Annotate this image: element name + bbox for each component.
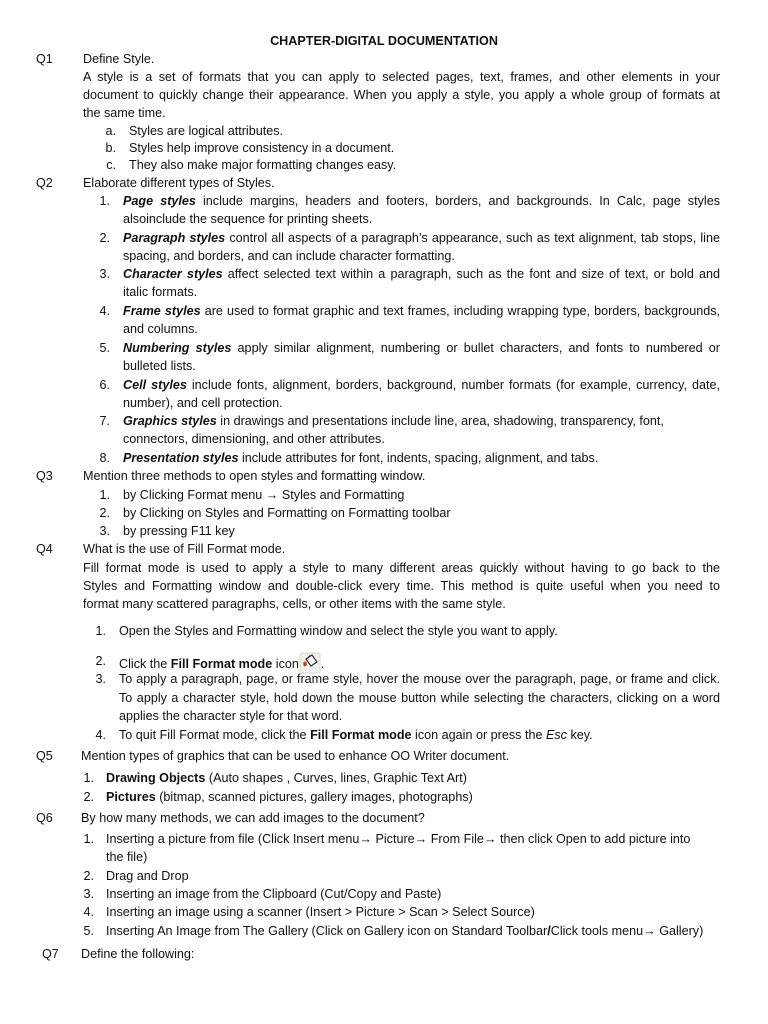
style-description: apply similar alignment, numbering or bullet characters, and fonts to numbered or — [231, 341, 720, 355]
q4-step-line: To apply a paragraph, page, or frame style, hover the mouse over the paragraph, page, or frame and click. — [119, 672, 720, 686]
q2-item-number: 5. — [99, 341, 110, 355]
q1-point-marker: c. — [106, 158, 116, 172]
graphic-type-term: Drawing Objects — [106, 771, 206, 785]
q1-question: Define Style. — [83, 52, 155, 66]
item-text: Click tools menu→ Gallery) — [550, 924, 704, 938]
step-text: icon — [272, 657, 299, 671]
q6-item-number: 1. — [83, 832, 94, 846]
q2-item-number: 6. — [99, 378, 110, 392]
q6-item: Inserting an image from the Clipboard (Cut/Copy and Paste) — [106, 887, 442, 901]
graphic-type-description: (Auto shapes , Curves, lines, Graphic Text Art) — [205, 771, 467, 785]
q4-question: What is the use of Fill Format mode. — [83, 542, 286, 556]
esc-key-term: Esc — [545, 728, 567, 742]
q4-label: Q4 — [36, 542, 53, 556]
graphic-type-term: Pictures — [106, 790, 156, 804]
q3-item: by pressing F11 key — [123, 524, 235, 538]
q2-item — [123, 192, 720, 210]
q7-question: Define the following: — [81, 947, 195, 961]
q5-question: Mention types of graphics that can be used to enhance OO Writer document. — [81, 749, 510, 763]
q7-label: Q7 — [42, 947, 59, 961]
style-description: include margins, headers and footers, borders, and backgrounds. In Calc, page styles — [195, 194, 720, 208]
q5-item-number: 1. — [83, 771, 94, 785]
fill-format-mode-term: Fill Format mode — [170, 657, 273, 671]
q1-answer-line: the same time. — [83, 106, 166, 120]
step-text: To quit Fill Format mode, click the — [119, 728, 311, 742]
q6-label: Q6 — [36, 811, 53, 825]
q1-point: Styles help improve consistency in a document. — [129, 141, 395, 155]
q2-item-continued: bulleted lists. — [123, 359, 196, 373]
q5-item — [106, 769, 467, 787]
q3-label: Q3 — [36, 469, 53, 483]
q2-item — [123, 449, 598, 467]
q6-item — [106, 922, 703, 940]
q2-label: Q2 — [36, 176, 53, 190]
q4-step-number: 3. — [95, 672, 106, 686]
page-title: CHAPTER-DIGITAL DOCUMENTATION — [270, 34, 498, 48]
q3-item: by Clicking Format menu → Styles and Formatting — [123, 488, 405, 502]
step-text: . — [320, 657, 325, 671]
q4-step-number: 1. — [95, 624, 106, 638]
q2-item-continued: italic formats. — [123, 285, 198, 299]
q2-item-number: 2. — [99, 231, 110, 245]
q1-label: Q1 — [36, 52, 53, 66]
q6-item: Inserting a picture from file (Click Insert menu→ Picture→ From File→ then click Open to add picture into — [106, 832, 691, 846]
q2-item — [123, 302, 720, 320]
step-text: Click the — [119, 657, 171, 671]
step-text: key. — [566, 728, 593, 742]
q2-item-number: 7. — [99, 414, 110, 428]
q4-answer-line: Fill format mode is used to apply a style to many different areas quickly without having to go back to the — [83, 561, 720, 575]
q6-item-number: 4. — [83, 905, 94, 919]
style-term: Graphics styles — [123, 414, 217, 428]
step-text: icon again or press the — [411, 728, 546, 742]
q2-question: Elaborate different types of Styles. — [83, 176, 275, 190]
q2-item — [123, 229, 720, 247]
q6-item-continued: the file) — [106, 850, 148, 864]
q4-answer-line: format many scattered paragraphs, cells, or other items with the same style. — [83, 597, 506, 611]
style-description: include attributes for font, indents, spacing, alignment, and tabs. — [238, 451, 599, 465]
q6-question: By how many methods, we can add images to the document? — [81, 811, 425, 825]
style-description: include fonts, alignment, borders, background, number formats (for example, currency, date, — [186, 378, 720, 392]
q4-answer-line: Styles and Formatting window and double-click every time. This method is quite useful when you need to — [83, 579, 720, 593]
q4-step-line: applies the character style for that word. — [119, 709, 343, 723]
q2-item — [123, 412, 664, 430]
style-term: Presentation styles — [123, 451, 239, 465]
q4-step-line: To apply a character style, hold down the mouse button while selecting the characters, clicking on a word — [119, 691, 720, 705]
q3-item-number: 1. — [99, 488, 110, 502]
q2-item — [123, 376, 720, 394]
q2-item-continued: number), and cell protection. — [123, 396, 283, 410]
style-term: Cell styles — [123, 378, 187, 392]
q3-item-number: 2. — [99, 506, 110, 520]
q4-step-number: 2. — [95, 654, 106, 668]
q6-item-number: 5. — [83, 924, 94, 938]
style-description: control all aspects of a paragraph’s appearance, such as text alignment, tab stops, line — [225, 231, 720, 245]
q4-step: Open the Styles and Formatting window and select the style you want to apply. — [119, 624, 558, 638]
q2-item — [123, 339, 720, 357]
q2-item-continued: connectors, dimensioning, and other attributes. — [123, 432, 385, 446]
q2-item-continued: and columns. — [123, 322, 198, 336]
q4-step-number: 4. — [95, 728, 106, 742]
q1-point-marker: a. — [105, 124, 116, 138]
q2-item-continued: spacing, and borders, and can include character formatting. — [123, 249, 455, 263]
style-term: Frame styles — [123, 304, 201, 318]
q2-item-number: 3. — [99, 267, 110, 281]
q1-point: Styles are logical attributes. — [129, 124, 283, 138]
q6-item: Inserting an image using a scanner (Insert > Picture > Scan > Select Source) — [106, 905, 535, 919]
graphic-type-description: (bitmap, scanned pictures, gallery images, photographs) — [155, 790, 473, 804]
q6-item: Drag and Drop — [106, 869, 189, 883]
q2-item — [123, 265, 720, 283]
q2-item-number: 8. — [99, 451, 110, 465]
fill-format-mode-term: Fill Format mode — [310, 728, 412, 742]
style-term: Character styles — [123, 267, 223, 281]
q3-question: Mention three methods to open styles and formatting window. — [83, 469, 426, 483]
q4-step — [119, 726, 593, 744]
q5-item — [106, 788, 473, 806]
style-term: Numbering styles — [123, 341, 232, 355]
style-term: Paragraph styles — [123, 231, 226, 245]
style-term: Page styles — [123, 194, 196, 208]
q1-answer-line: A style is a set of formats that you can apply to selected pages, text, frames, and other elements in your — [83, 70, 720, 84]
q2-item-continued: alsoinclude the sequence for printing sheets. — [123, 212, 373, 226]
q2-item-number: 4. — [99, 304, 110, 318]
style-description: in drawings and presentations include line, area, shadowing, transparency, font, — [216, 414, 664, 428]
slash-separator: / — [547, 924, 551, 938]
q3-item: by Clicking on Styles and Formatting on Formatting toolbar — [123, 506, 451, 520]
q6-item-number: 2. — [83, 869, 94, 883]
q1-answer-line: document to quickly change their appearance. When you apply a style, you apply a whole group of formats at — [83, 88, 720, 102]
q5-label: Q5 — [36, 749, 53, 763]
q3-item-number: 3. — [99, 524, 110, 538]
q1-point: They also make major formatting changes easy. — [129, 158, 397, 172]
style-description: affect selected text within a paragraph, such as the font and size of text, or bold and — [222, 267, 720, 281]
q1-point-marker: b. — [105, 141, 116, 155]
q5-item-number: 2. — [83, 790, 94, 804]
q2-item-number: 1. — [99, 194, 110, 208]
style-description: are used to format graphic and text frames, including wrapping type, borders, backgrounds, — [200, 304, 720, 318]
q6-item-number: 3. — [83, 887, 94, 901]
item-text: Inserting An Image from The Gallery (Click on Gallery icon on Standard Toolbar — [106, 924, 548, 938]
